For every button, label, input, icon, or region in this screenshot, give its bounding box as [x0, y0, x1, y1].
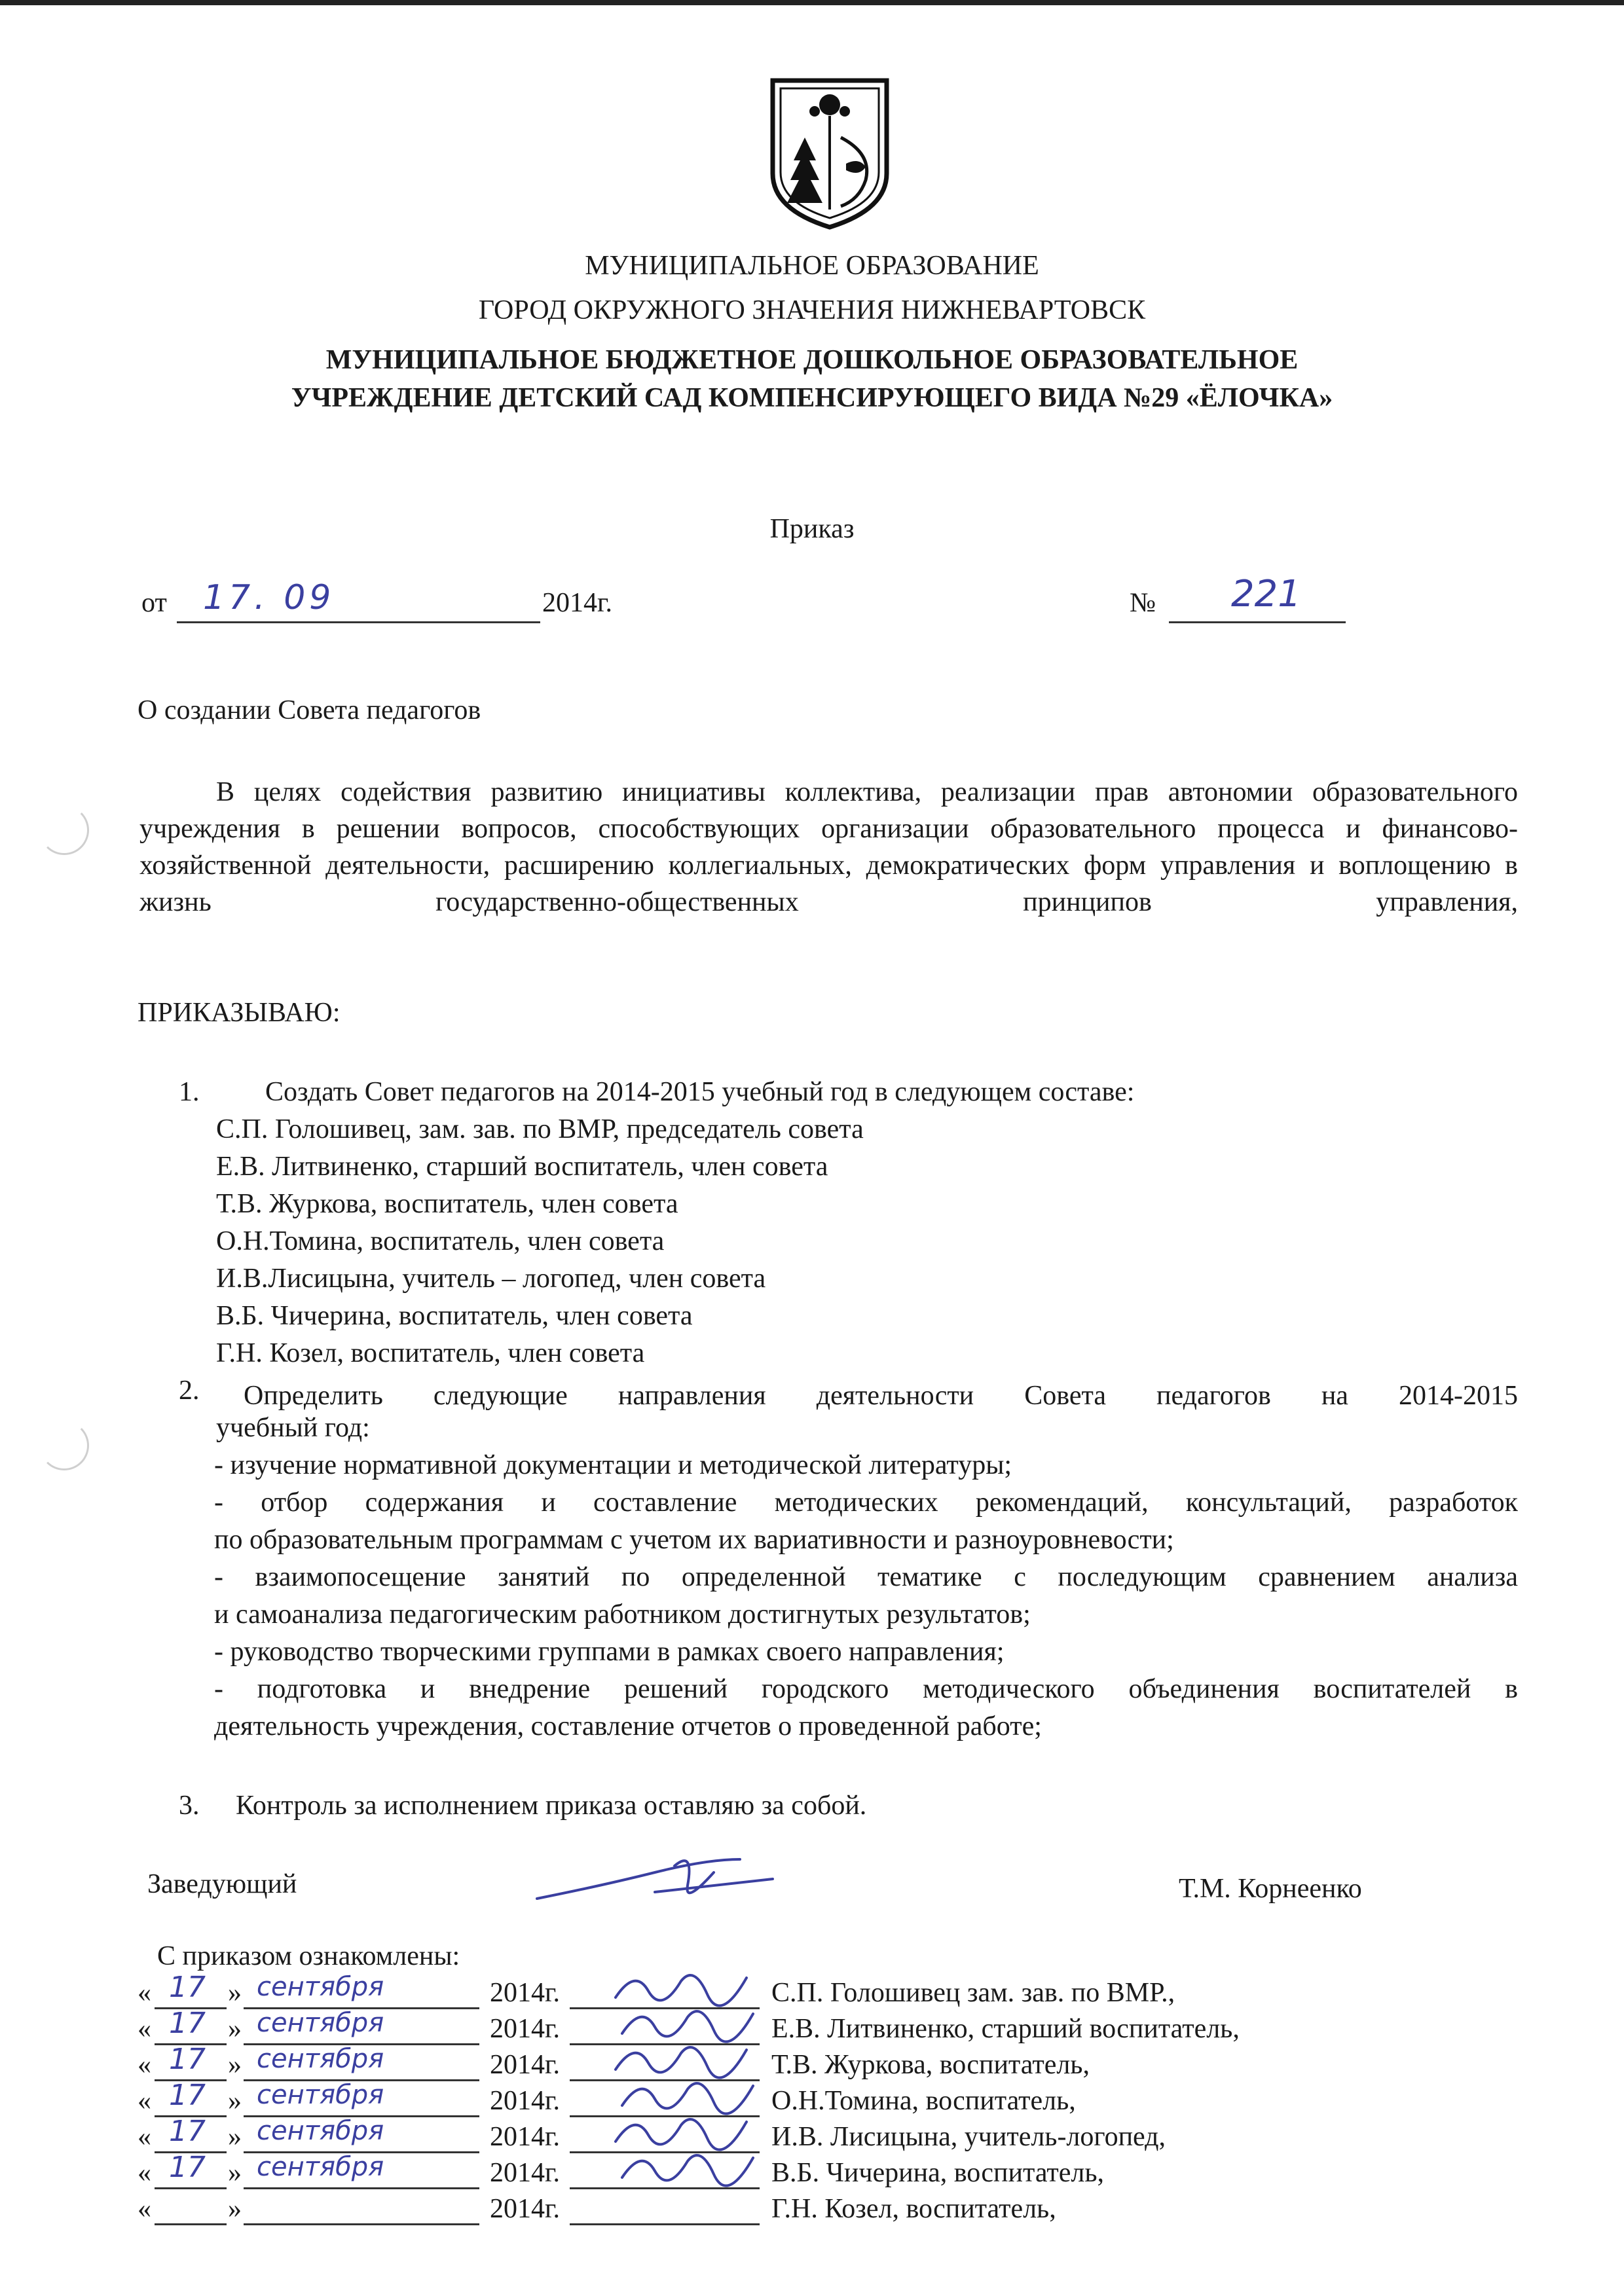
quote-close: » — [228, 2050, 242, 2080]
activity-line: - подготовка и внедрение решений городского методического объединения воспитателей в — [214, 1674, 1518, 1704]
handwritten-month: сентября — [257, 2047, 384, 2074]
quote-open: « — [138, 2194, 151, 2224]
ack-year: 2014г. — [490, 2122, 560, 2152]
ack-year: 2014г. — [490, 2014, 560, 2044]
ack-year: 2014г. — [490, 2194, 560, 2224]
acknowledgement-row — [0, 2115, 1624, 2155]
activity-line: - отбор содержания и составление методических рекомендаций, консультаций, разработок — [214, 1487, 1518, 1518]
organization-name-line1: МУНИЦИПАЛЬНОЕ БЮДЖЕТНОЕ ДОШКОЛЬНОЕ ОБРАЗОВАТЕЛЬНОЕ — [325, 345, 1299, 375]
quote-open: « — [138, 2014, 151, 2044]
number-field — [1169, 573, 1346, 623]
month-field — [244, 2083, 479, 2117]
ack-year: 2014г. — [490, 2050, 560, 2080]
month-field — [244, 2191, 479, 2225]
order-subject: О создании Совета педагогов — [138, 695, 481, 725]
quote-close: » — [228, 2194, 242, 2224]
signatory-position: Заведующий — [147, 1869, 297, 1899]
item-2-number: 2. — [179, 1376, 200, 1406]
council-member: Е.В. Литвиненко, старший воспитатель, член совета — [216, 1152, 828, 1182]
signatory-name: Т.М. Корнеенко — [1179, 1874, 1362, 1904]
month-field — [244, 2047, 479, 2081]
quote-open: « — [138, 1978, 151, 2008]
handwritten-signature — [616, 2141, 766, 2187]
item-1-number: 1. — [179, 1077, 200, 1107]
acknowledgement-row — [0, 2079, 1624, 2119]
signature-field — [570, 2191, 760, 2225]
order-word: ПРИКАЗЫВАЮ: — [138, 998, 341, 1028]
handwritten-day: 17 — [169, 2079, 206, 2112]
month-field — [244, 2119, 479, 2153]
month-field — [244, 1975, 479, 2009]
month-field — [244, 2155, 479, 2189]
quote-open: « — [138, 2158, 151, 2188]
punch-hole-mark — [39, 1421, 89, 1470]
ack-year: 2014г. — [490, 2158, 560, 2188]
handwritten-month: сентября — [257, 2119, 384, 2146]
handwritten-day: 17 — [169, 2115, 206, 2148]
acknowledgement-row — [0, 1971, 1624, 2011]
quote-close: » — [228, 2086, 242, 2116]
item-2-text-line: Определить следующие направления деятельности Совета педагогов на 2014-2015 — [244, 1381, 1518, 1411]
handwritten-date: 17. 09 — [203, 578, 335, 617]
day-field — [155, 2191, 227, 2225]
activity-line: деятельность учреждения, составление отчетов о проведенной работе; — [214, 1711, 1042, 1741]
quote-close: » — [228, 1978, 242, 2008]
handwritten-month: сентября — [257, 2011, 384, 2038]
quote-close: » — [228, 2158, 242, 2188]
activity-line: - изучение нормативной документации и методической литературы; — [214, 1450, 1012, 1480]
punch-hole-mark — [39, 805, 89, 855]
item-3-text: Контроль за исполнением приказа оставляю за собой. — [236, 1791, 867, 1821]
handwritten-signature — [524, 1846, 786, 1918]
date-field — [177, 578, 540, 623]
day-field — [155, 2043, 227, 2081]
acknowledgement-row — [0, 2043, 1624, 2083]
handwritten-month: сентября — [257, 1975, 384, 2002]
number-label: № — [1130, 588, 1156, 618]
activity-line: - руководство творческими группами в рамках своего направления; — [214, 1637, 1005, 1667]
council-member: О.Н.Томина, воспитатель, член совета — [216, 1226, 665, 1256]
handwritten-number: 221 — [1231, 573, 1301, 615]
preamble-paragraph: В целях содействия развитию инициативы коллектива, реализации прав автономии образовательного учреждения в решении вопросов, способствующих организации образовательного процесса и финансово-хозяйственной деятельности, расширению коллегиальных, демократических форм управления и воплощению в жизнь государственно-общественных принципов управления, — [139, 777, 1518, 917]
scan-edge-line — [0, 0, 1624, 5]
council-member: И.В.Лисицына, учитель – логопед, член совета — [216, 1264, 766, 1294]
coat-of-arms-emblem — [767, 75, 892, 232]
acknowledging-person: Г.Н. Козел, воспитатель, — [771, 2194, 1056, 2224]
quote-open: « — [138, 2050, 151, 2080]
acknowledgement-row — [0, 2007, 1624, 2047]
day-field — [155, 2079, 227, 2117]
year-suffix: 2014г. — [542, 588, 612, 618]
acknowledging-person: О.Н.Томина, воспитатель, — [771, 2086, 1076, 2116]
handwritten-month: сентября — [257, 2155, 384, 2182]
day-field — [155, 2115, 227, 2153]
handwritten-day: 17 — [169, 2007, 206, 2040]
quote-open: « — [138, 2122, 151, 2152]
handwritten-month: сентября — [257, 2083, 384, 2110]
month-field — [244, 2011, 479, 2045]
item-3-number: 3. — [179, 1791, 200, 1821]
day-field — [155, 1971, 227, 2009]
activity-line: и самоанализа педагогическим работником достигнутых результатов; — [214, 1599, 1031, 1630]
activity-line: - взаимопосещение занятий по определенной тематике с последующим сравнением анализа — [214, 1562, 1518, 1592]
item-2-text-line: учебный год: — [216, 1413, 370, 1443]
council-member: Т.В. Журкова, воспитатель, член совета — [216, 1189, 678, 1219]
day-field — [155, 2151, 227, 2189]
acknowledging-person: И.В. Лисицына, учитель-логопед, — [771, 2122, 1166, 2152]
date-prefix: от — [141, 588, 167, 618]
acknowledgement-row — [0, 2191, 1624, 2227]
acknowledgement-row — [0, 2151, 1624, 2191]
acknowledging-person: В.Б. Чичерина, воспитатель, — [771, 2158, 1104, 2188]
handwritten-day: 17 — [169, 2151, 206, 2184]
council-member: В.Б. Чичерина, воспитатель, член совета — [216, 1301, 693, 1331]
acknowledgement-title: С приказом ознакомлены: — [157, 1941, 460, 1971]
item-1-text: Создать Совет педагогов на 2014-2015 учебный год в следующем составе: — [265, 1077, 1135, 1107]
city-line: ГОРОД ОКРУЖНОГО ЗНАЧЕНИЯ НИЖНЕВАРТОВСК — [478, 295, 1146, 325]
acknowledging-person: Е.В. Литвиненко, старший воспитатель, — [771, 2014, 1240, 2044]
quote-close: » — [228, 2122, 242, 2152]
ack-year: 2014г. — [490, 2086, 560, 2116]
day-field — [155, 2007, 227, 2045]
ack-year: 2014г. — [490, 1978, 560, 2008]
municipality-line: МУНИЦИПАЛЬНОЕ ОБРАЗОВАНИЕ — [585, 251, 1039, 281]
council-member: С.П. Голошивец, зам. зав. по ВМР, председатель совета — [216, 1114, 864, 1144]
quote-close: » — [228, 2014, 242, 2044]
handwritten-day: 17 — [169, 2043, 206, 2076]
acknowledging-person: С.П. Голошивец зам. зав. по ВМР., — [771, 1978, 1175, 2008]
organization-name-line2: УЧРЕЖДЕНИЕ ДЕТСКИЙ САД КОМПЕНСИРУЮЩЕГО ВИДА №29 «ЁЛОЧКА» — [291, 383, 1333, 413]
council-member: Г.Н. Козел, воспитатель, член совета — [216, 1338, 645, 1368]
document-title: Приказ — [769, 514, 855, 544]
activity-line: по образовательным программам с учетом их вариативности и разноуровневости; — [214, 1525, 1174, 1555]
handwritten-day: 17 — [169, 1971, 206, 2004]
acknowledging-person: Т.В. Журкова, воспитатель, — [771, 2050, 1090, 2080]
quote-open: « — [138, 2086, 151, 2116]
